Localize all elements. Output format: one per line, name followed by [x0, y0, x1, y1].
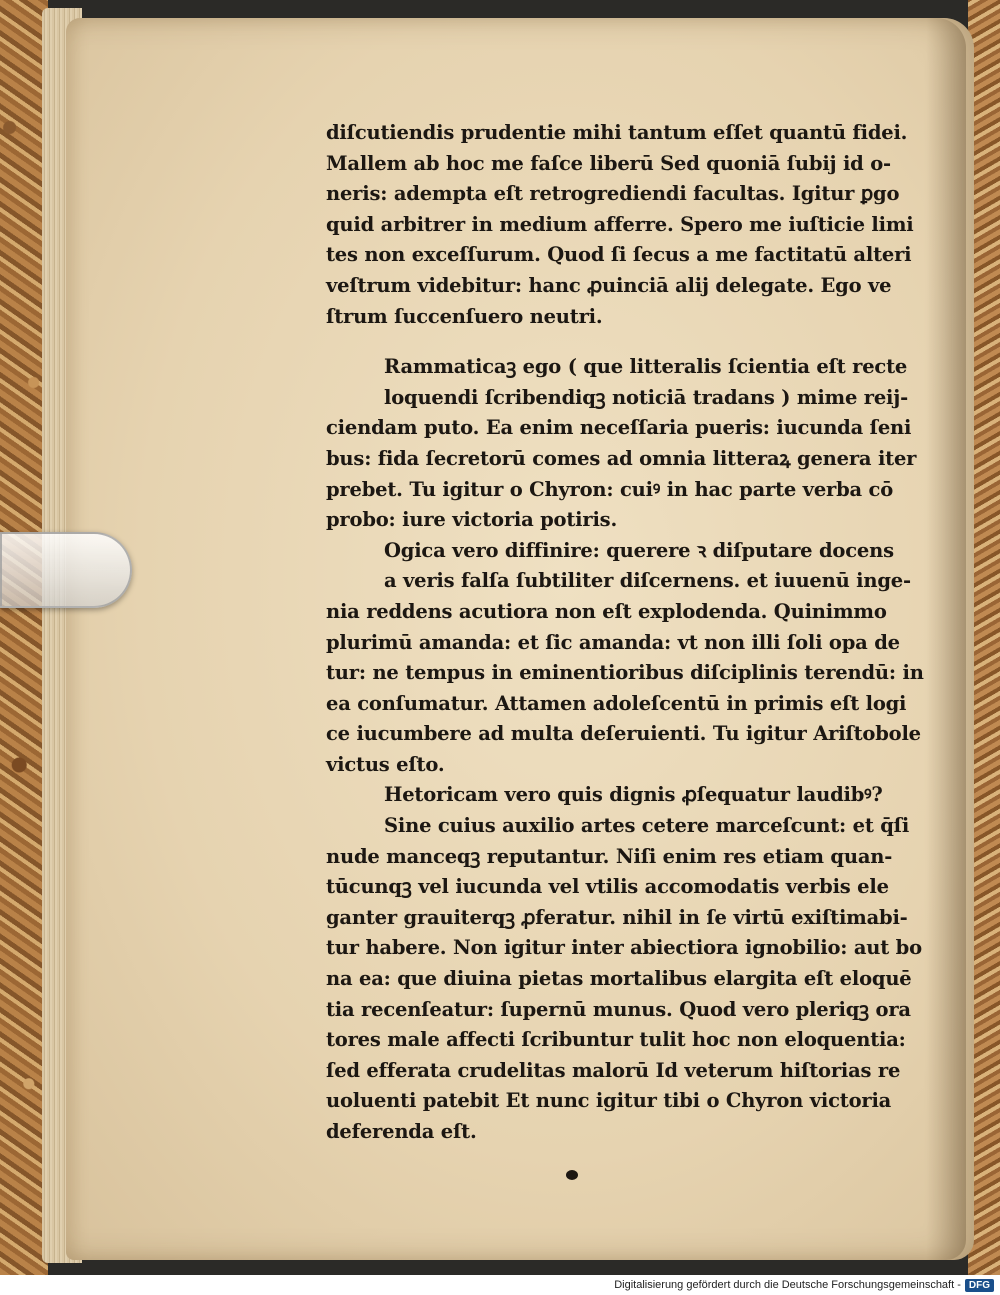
text-line: tores male affecti ſcribuntur tulit hoc non eloquentia:	[326, 1028, 906, 1052]
text-line: uoluenti patebit Et nunc igitur tibi o Chyron victoria	[326, 1089, 892, 1113]
text-line: Sine cuius auxilio artes cetere marceſcunt: et q̄ſi	[384, 814, 910, 838]
text-line: tur habere. Non igitur inter abiectiora ignobilio: aut bo	[326, 936, 922, 960]
marbled-cover-left	[0, 0, 48, 1275]
text-line: diſcutiendis prudentie mihi tantum eſſet quantū fidei.	[326, 121, 908, 144]
text-line: Rammaticaꝫ ego ( que litteralis ſcientia eſt recte	[384, 355, 908, 379]
text-line: probo: iure victoria potiris.	[326, 508, 618, 532]
text-line: ce iucumbere ad multa deſeruienti. Tu igitur Ariſtobole	[326, 722, 921, 746]
text-line: a veris falſa ſubtiliter diſcernens. et iuuenū inge-	[384, 569, 911, 593]
text-line: tia recenſeatur: ſupernū munus. Quod vero pleriqꝫ ora	[326, 997, 911, 1021]
text-line: ſed efferata crudelitas malorū Id veterum hiſtorias re	[326, 1058, 901, 1082]
footer-credit: Digitalisierung gefördert durch die Deutsche Forschungsgemeinschaft -	[614, 1279, 961, 1291]
text-line: quid arbitrer in medium afferre. Spero me iuſticie limi	[326, 212, 914, 236]
text-line: na ea: que diuina pietas mortalibus elargita eſt eloquē	[326, 967, 912, 991]
text-line: tur: ne tempus in eminentioribus diſciplinis terendū: in	[326, 661, 924, 685]
text-line: plurimū amanda: et ſic amanda: vt non illi ſoli opa de	[326, 630, 900, 654]
text-line: ea conſumatur. Attamen adoleſcentū in primis eſt logi	[326, 691, 907, 715]
text-line: ganter grauiterqꝫ ꝓferatur. nihil in ſe virtū exiſtimabi-	[326, 905, 908, 929]
text-line: Ogica vero diffinire: querere ꝛ diſputare docens	[384, 538, 894, 562]
text-line: loquendi ſcribendiqꝫ noticiā tradans ) mime reij-	[384, 385, 908, 409]
page-text	[326, 118, 924, 1148]
text-line: tes non exceſſurum. Quod ſi ſecus a me factitatū alteri	[326, 243, 912, 267]
text-line: deferenda eſt.	[326, 1120, 477, 1143]
text-line: tūcunqꝫ vel iucunda vel vtilis accomodatis verbis ele	[326, 875, 889, 899]
text-line: victus eſto.	[326, 752, 445, 776]
text-line: bus: fida ſecretorū comes ad omnia litteraꝝ genera iter	[326, 446, 917, 470]
page-holder-clip	[0, 532, 132, 608]
page-mark-dot	[566, 1170, 578, 1180]
text-line: ciendam puto. Ea enim neceſſaria pueris: iucunda ſeni	[326, 416, 912, 440]
footer-bar	[0, 1275, 1000, 1295]
text-line: nude manceqꝫ reputantur. Niſi enim res etiam quan-	[326, 844, 893, 868]
text-line: prebet. Tu igitur o Chyron: cuiꝰ in hac parte verba cō	[326, 477, 894, 501]
text-line: neris: adempta eſt retrogrediendi facultas. Igitur ꝑgo	[326, 182, 900, 206]
text-line: veſtrum videbitur: hanc ꝓuinciā alij delegate. Ego ve	[326, 273, 892, 297]
page-gutter-shadow	[926, 18, 966, 1260]
text-line: ſtrum ſuccenſuero neutri.	[326, 304, 603, 328]
text-line: Hetoricam vero quis dignis ꝓſequatur laudibꝰ?	[384, 783, 883, 807]
text-line: Mallem ab hoc me faſce liberū Sed quoniā ſubij id o-	[326, 151, 891, 175]
text-line: nia reddens acutiora non eſt explodenda. Quinimmo	[326, 599, 887, 623]
dfg-logo-icon: DFG	[965, 1279, 994, 1292]
